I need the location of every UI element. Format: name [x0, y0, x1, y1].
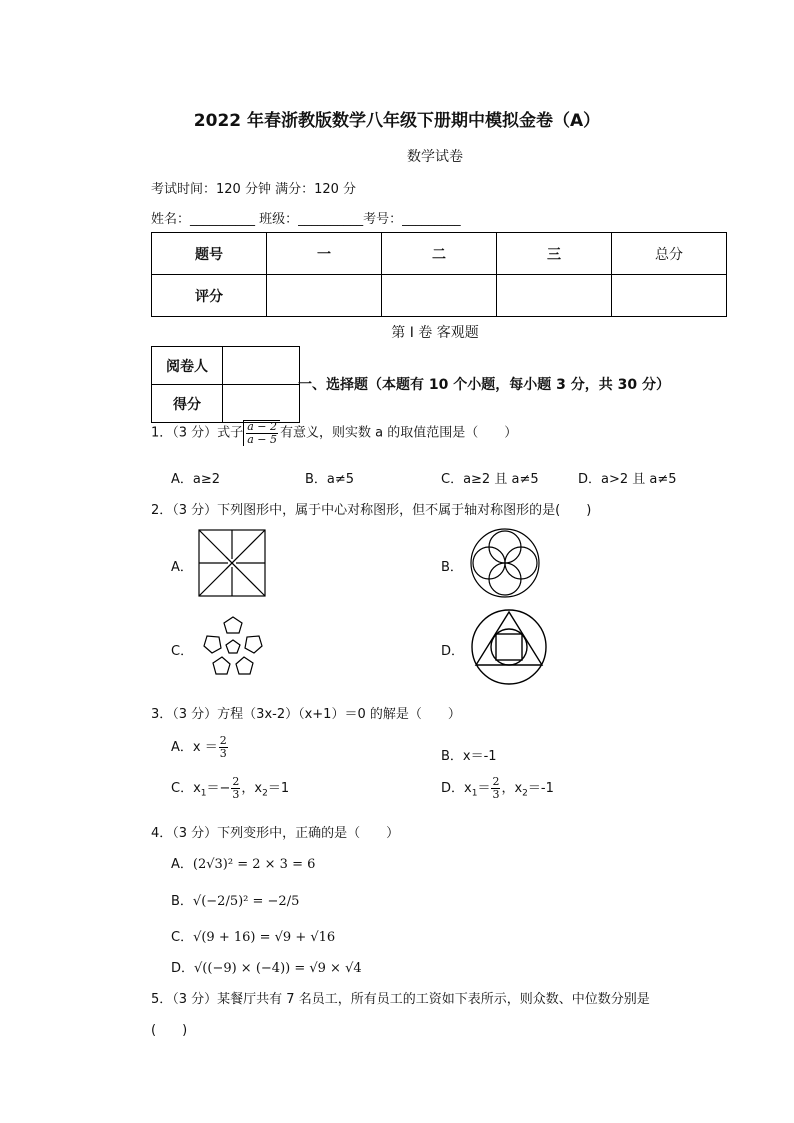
q1-numerator: a − 2	[247, 420, 277, 433]
score-cell	[497, 275, 612, 317]
q1-option-c: C．a≥2 且 a≠5	[441, 472, 539, 487]
score-cell	[612, 275, 727, 317]
q2-label-b: B．	[441, 560, 463, 575]
score-header-cell: 题号	[152, 233, 267, 275]
volume-title: 第 I 卷 客观题	[391, 325, 479, 341]
score-header-cell: 总分	[612, 233, 727, 275]
q2-label-d: D．	[441, 644, 465, 659]
score-table-score-row	[152, 275, 727, 317]
q3-option-d: D．$x_1=$ $\frac{2}{3}$ ，$x_2=-1$	[441, 775, 554, 801]
grader-reviewer-cell	[223, 347, 300, 385]
q4-option-a: A．(2√3)² = 2 × 3 = 6	[171, 857, 316, 872]
q3-option-c: C．$x_1=-$ $\frac{2}{3}$ ，$x_2=1$	[171, 775, 290, 801]
q4-option-d: D．√((−9) × (−4)) = √9 × √4	[171, 961, 362, 976]
grader-table	[151, 346, 300, 423]
score-cell	[382, 275, 497, 317]
q3-option-a: A．x ＝ $\frac{2}{3}$	[171, 734, 227, 760]
figure-c-pentagons	[198, 612, 268, 682]
page-subtitle: 数学试卷	[407, 149, 463, 165]
q2-label-c: C．	[171, 644, 194, 659]
grader-score-label: 得分	[152, 385, 223, 423]
score-header-cell: 三	[497, 233, 612, 275]
exam-info: 考试时间：120 分钟 满分：120 分	[151, 182, 357, 197]
score-row-label: 评分	[152, 275, 267, 317]
q4-option-b: B．√(−2/5)² = −2/5	[171, 894, 300, 909]
grader-score-cell	[223, 385, 300, 423]
score-table	[151, 232, 727, 317]
score-table-header-row	[152, 233, 727, 275]
grader-reviewer-label: 阅卷人	[152, 347, 223, 385]
question-2: 2．（3 分）下列图形中，属于中心对称图形，但不属于轴对称图形的是( )	[151, 503, 592, 518]
score-header-cell: 二	[382, 233, 497, 275]
question-4: 4．（3 分）下列变形中，正确的是（ ）	[151, 826, 400, 841]
page-title: 2022 年春浙教版数学八年级下册期中模拟金卷（A）	[193, 111, 601, 131]
q5-answer-paren: ( )	[151, 1023, 188, 1038]
q1-option-a: A．a≥2	[171, 472, 221, 487]
section-title: 一、选择题（本题有 10 个小题，每小题 3 分，共 30 分）	[298, 377, 670, 393]
student-info: 姓名：__________ 班级：__________考号：_________	[151, 212, 461, 227]
figure-b-circles	[469, 527, 541, 599]
question-3: 3．（3 分）方程（3x-2）（x+1）＝0 的解是（ ）	[151, 707, 461, 722]
q1-denominator: a − 5	[247, 433, 277, 446]
q1-option-d: D．a>2 且 a≠5	[578, 472, 677, 487]
q1-stem-post: 有意义，则实数 a 的取值范围是（ ）	[279, 425, 518, 441]
question-5: 5．（3 分）某餐厅共有 7 名员工，所有员工的工资如下表所示，则众数、中位数分别是	[151, 992, 650, 1007]
score-cell	[267, 275, 382, 317]
figure-a-pinwheel	[198, 529, 266, 597]
score-header-cell: 一	[267, 233, 382, 275]
figure-d-circle-triangle-square	[470, 608, 548, 686]
q1-option-b: B．a≠5	[305, 472, 355, 487]
q2-label-a: A．	[171, 560, 193, 575]
q4-option-c: C．√(9 + 16) = √9 + √16	[171, 930, 336, 945]
q3-option-b: B．x＝-1	[441, 749, 497, 764]
q1-stem-pre: 1．（3 分）式子	[151, 425, 244, 441]
question-1	[151, 420, 517, 446]
